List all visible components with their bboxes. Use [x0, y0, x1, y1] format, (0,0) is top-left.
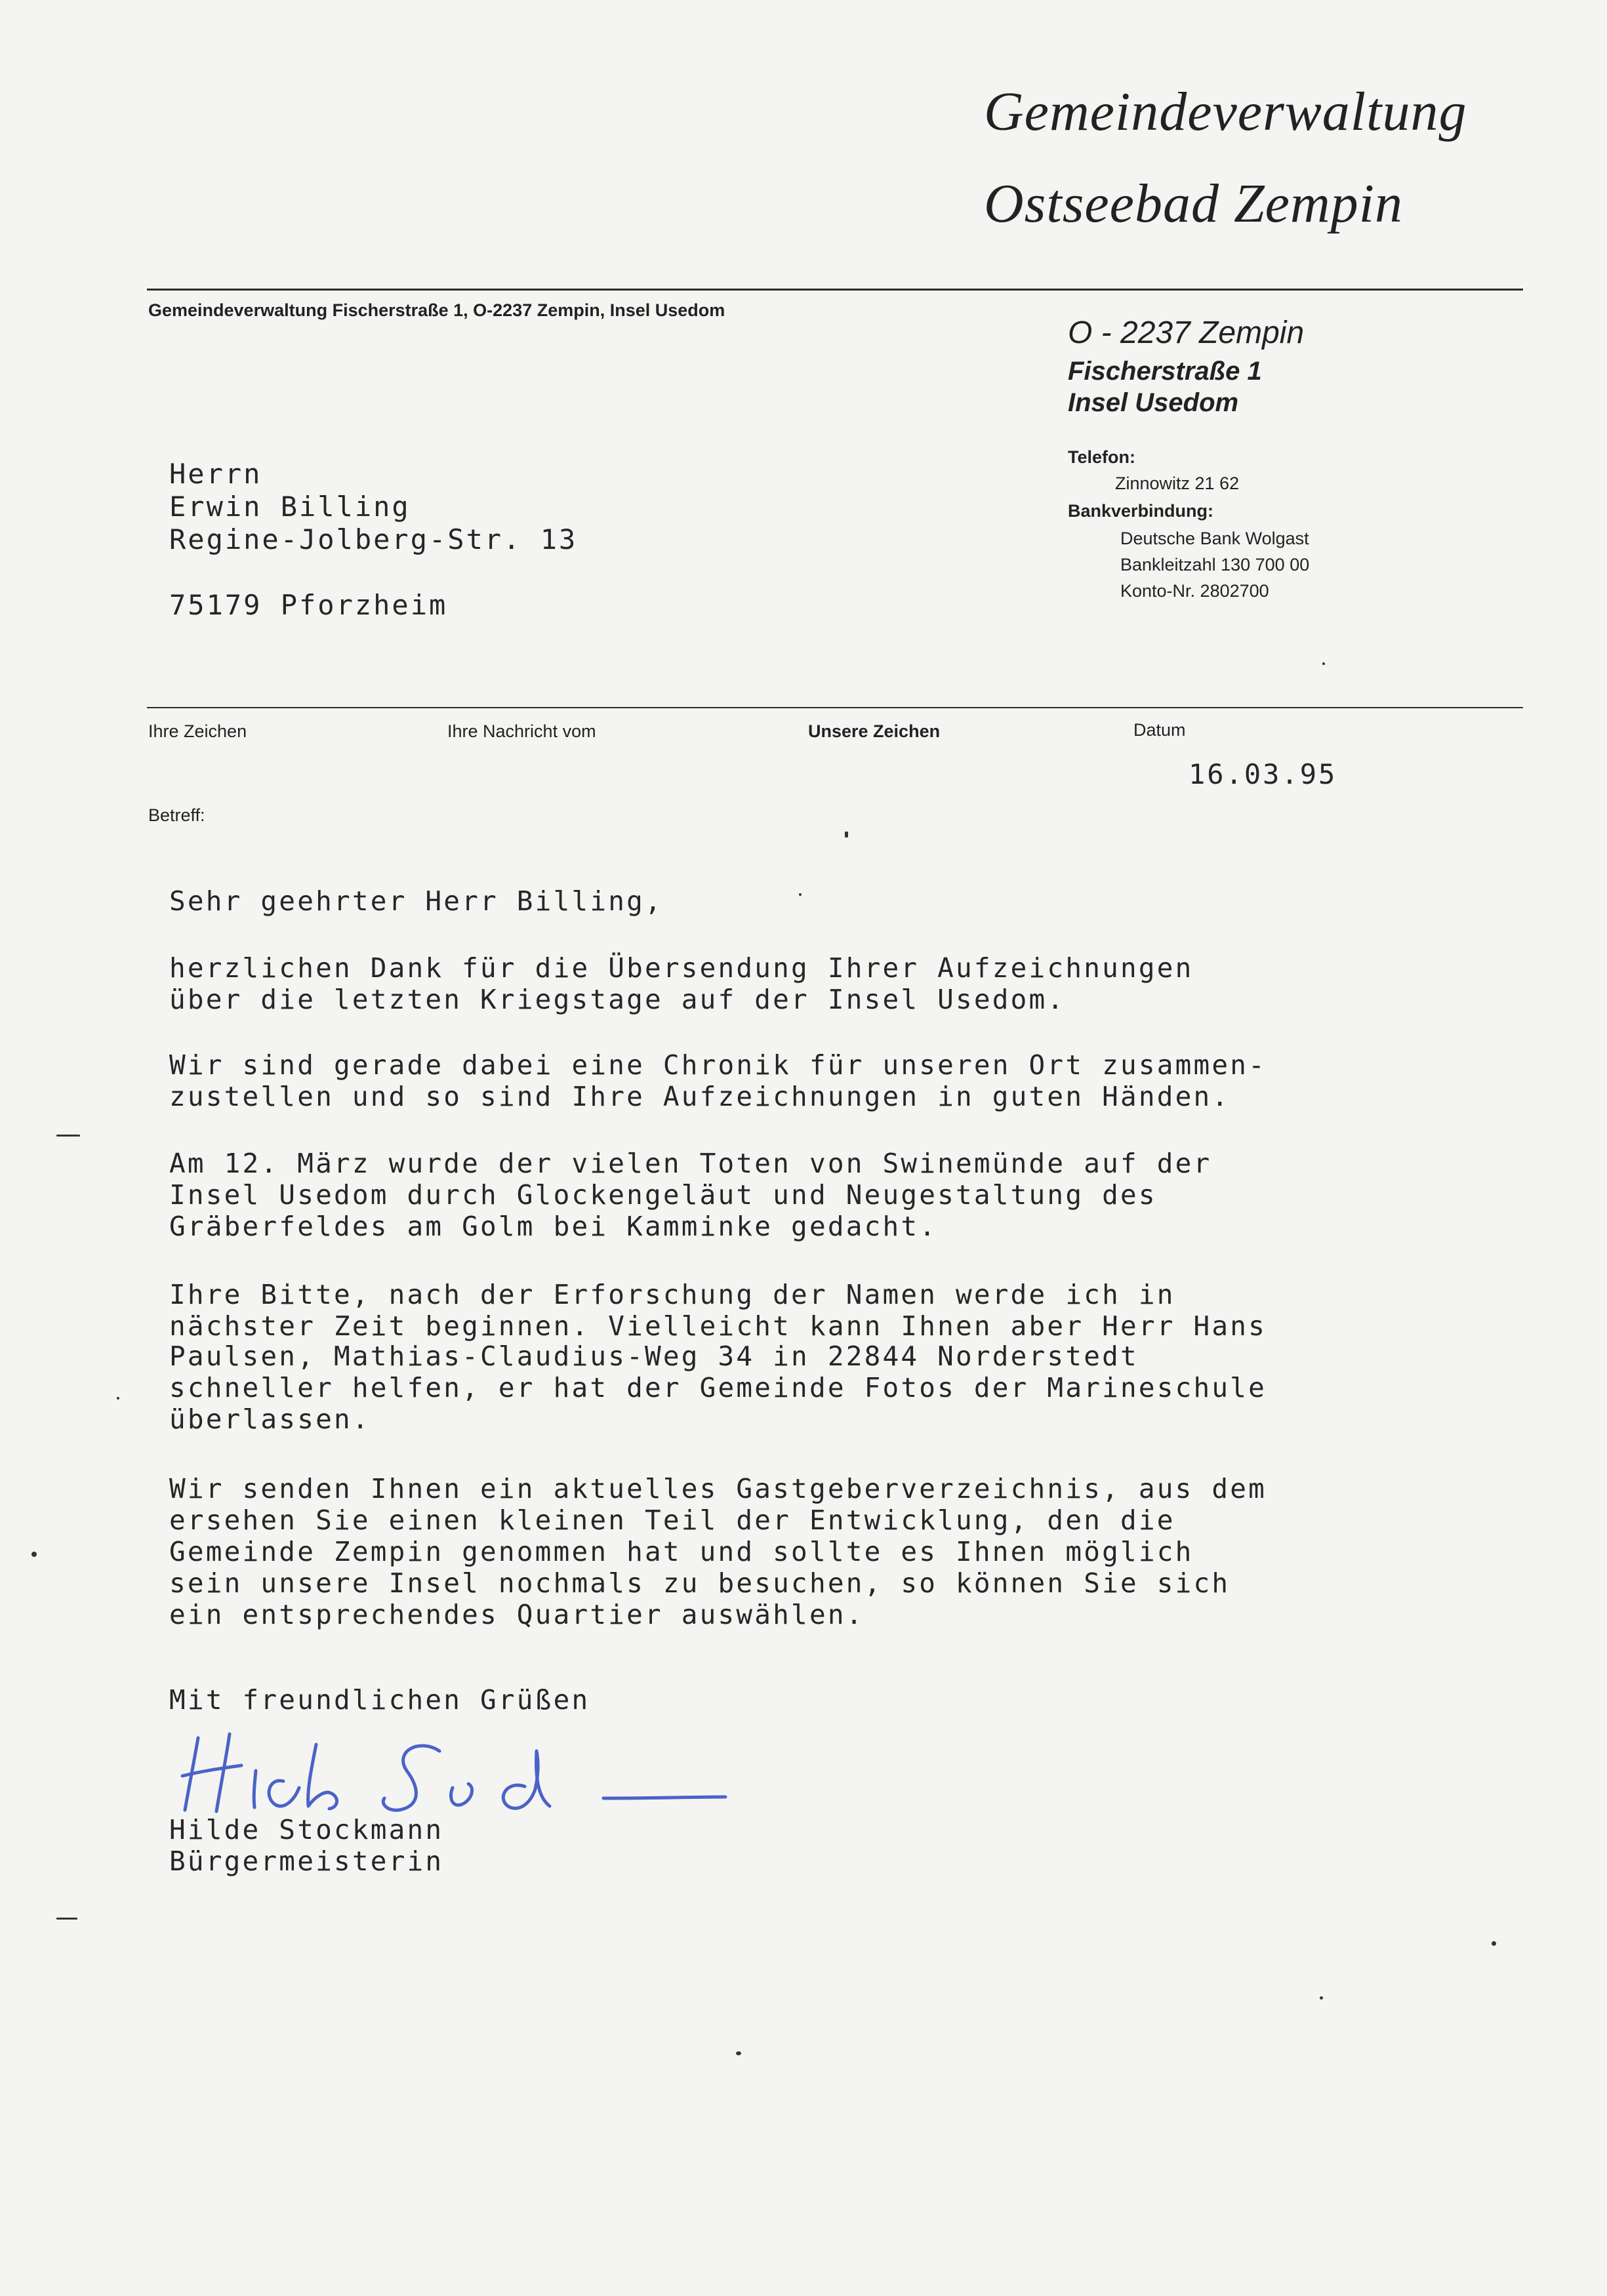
signer-title: Bürgermeisterin: [169, 1845, 444, 1877]
speck: [1492, 1941, 1496, 1946]
telefon-label: Telefon:: [1068, 447, 1135, 467]
ihre-nachricht-label: Ihre Nachricht vom: [447, 721, 596, 741]
speck: [31, 1552, 37, 1557]
fold-mark: [56, 1918, 77, 1920]
letterhead-title: Gemeindeverwaltung: [984, 81, 1467, 142]
speck: [1320, 1996, 1323, 2000]
speck: [799, 893, 802, 896]
paragraph-line: Wir sind gerade dabei eine Chronik für unseren Ort zusammen-: [169, 1049, 1267, 1081]
datum-label: Datum: [1133, 720, 1186, 740]
paragraph-line: zustellen und so sind Ihre Aufzeichnungen in guten Händen.: [169, 1081, 1231, 1112]
paragraph-line: sein unsere Insel nochmals zu besuchen, so können Sie sich: [169, 1567, 1231, 1599]
paragraph-line: herzlichen Dank für die Übersendung Ihrer Aufzeichnungen: [169, 952, 1194, 984]
paragraph-line: Wir senden Ihnen ein aktuelles Gastgeberverzeichnis, aus dem: [169, 1473, 1267, 1504]
paragraph-line: Paulsen, Mathias-Claudius-Weg 34 in 22844 Norderstedt: [169, 1340, 1139, 1372]
recipient-name: Erwin Billing: [169, 491, 411, 523]
punch-mark: [56, 1135, 80, 1137]
recipient-street: Regine-Jolberg-Str. 13: [169, 523, 578, 555]
date-value: 16.03.95: [1189, 758, 1337, 790]
letterhead-rule: [147, 289, 1523, 291]
sender-street: Fischerstraße 1: [1068, 357, 1262, 386]
betreff-label: Betreff:: [148, 805, 205, 825]
sender-return-line: Gemeindeverwaltung Fischerstraße 1, O-2237 Zempin, Insel Usedom: [148, 300, 725, 320]
paragraph-line: Am 12. März wurde der vielen Toten von Swinemünde auf der: [169, 1148, 1212, 1179]
paragraph-line: ein entsprechendes Quartier auswählen.: [169, 1599, 865, 1630]
paragraph-line: nächster Zeit beginnen. Vielleicht kann Ihnen aber Herr Hans: [169, 1310, 1267, 1342]
telefon-value: Zinnowitz 21 62: [1115, 473, 1240, 493]
paragraph-line: über die letzten Kriegstage auf der Insel Usedom.: [169, 984, 1066, 1015]
paragraph-line: schneller helfen, er hat der Gemeinde Fotos der Marineschule: [169, 1372, 1267, 1403]
letterhead-subtitle: Ostseebad Zempin: [984, 173, 1403, 234]
paragraph-line: Insel Usedom durch Glockengeläut und Neugestaltung des: [169, 1179, 1157, 1211]
bank-code: Bankleitzahl 130 700 00: [1120, 555, 1310, 574]
recipient-salutation: Herrn: [169, 458, 262, 490]
bank-name: Deutsche Bank Wolgast: [1120, 529, 1309, 548]
greeting: Sehr geehrter Herr Billing,: [169, 885, 663, 917]
speck: [845, 832, 848, 837]
account-number: Konto-Nr. 2802700: [1120, 581, 1269, 601]
paragraph-line: Gemeinde Zempin genommen hat und sollte es Ihnen möglich: [169, 1536, 1194, 1567]
speck: [1322, 662, 1325, 665]
closing: Mit freundlichen Grüßen: [169, 1684, 590, 1716]
speck: [736, 2051, 741, 2055]
reference-rule: [147, 707, 1523, 708]
paragraph-line: überlassen.: [169, 1403, 371, 1435]
sender-city: O - 2237 Zempin: [1068, 315, 1305, 350]
paragraph-line: Ihre Bitte, nach der Erforschung der Namen werde ich in: [169, 1279, 1175, 1310]
sender-island: Insel Usedom: [1068, 388, 1239, 417]
paragraph-line: ersehen Sie einen kleinen Teil der Entwicklung, den die: [169, 1504, 1175, 1536]
recipient-city: 75179 Pforzheim: [169, 589, 448, 621]
bank-label: Bankverbindung:: [1068, 501, 1214, 521]
ihre-zeichen-label: Ihre Zeichen: [148, 721, 247, 741]
unsere-zeichen-label: Unsere Zeichen: [808, 721, 941, 741]
signer-name: Hilde Stockmann: [169, 1814, 444, 1845]
paragraph-line: Gräberfeldes am Golm bei Kamminke gedacht.: [169, 1211, 938, 1242]
speck: [117, 1397, 119, 1400]
